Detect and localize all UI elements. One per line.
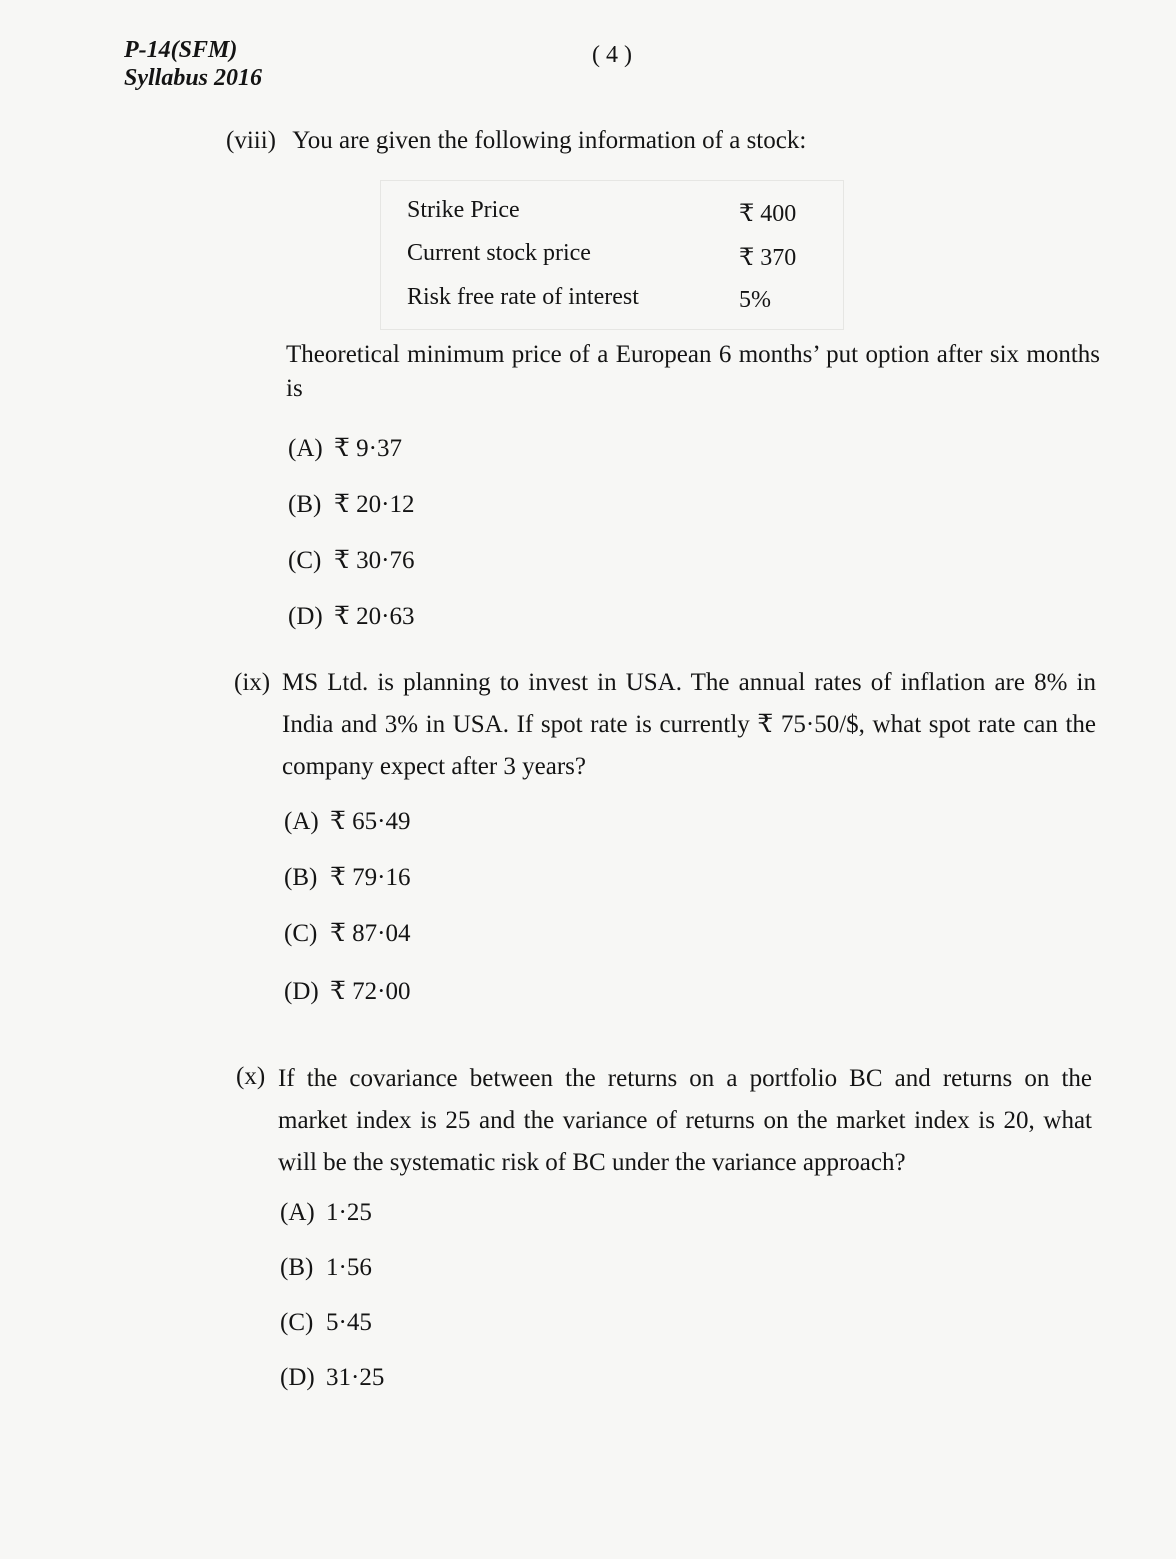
option-label: (C) (288, 547, 322, 574)
option-label: (B) (288, 491, 322, 518)
option-label: (C) (280, 1309, 314, 1336)
question-text: MS Ltd. is planning to invest in USA. The annual rates of inflation are 8% in (282, 669, 1096, 696)
syllabus-label: Syllabus 2016 (124, 65, 263, 91)
option-label: (D) (284, 978, 319, 1005)
option-a (280, 1199, 372, 1227)
option-text: ₹ 30·76 (334, 547, 415, 574)
question-text: is (286, 375, 303, 402)
question-number: (viii) (226, 127, 276, 154)
option-c (280, 1309, 372, 1337)
question-intro: You are given the following information of a stock: (292, 127, 807, 154)
table-row-value: ₹ 400 (739, 201, 797, 227)
option-text: 5·45 (326, 1309, 372, 1336)
option-a (284, 806, 410, 836)
paper-header (124, 36, 262, 92)
option-b (280, 1254, 372, 1282)
table-row-label: Current stock price (407, 240, 591, 266)
option-label: (A) (280, 1199, 315, 1226)
table-row-label: Risk free rate of interest (407, 284, 639, 310)
option-label: (D) (280, 1364, 315, 1391)
option-label: (A) (284, 808, 319, 835)
option-text: ₹ 20·12 (334, 491, 415, 518)
option-label: (D) (288, 603, 323, 630)
option-text: ₹ 87·04 (330, 920, 411, 947)
option-text: ₹ 20·63 (334, 603, 415, 630)
question-text: Theoretical minimum price of a European 6 months’ put option after six months (286, 341, 1100, 368)
option-c (288, 545, 414, 575)
option-c (284, 918, 410, 948)
option-d (288, 601, 414, 631)
option-text: ₹ 79·16 (330, 864, 411, 891)
table-row-label: Strike Price (407, 197, 520, 223)
option-text: ₹ 9·37 (334, 435, 402, 462)
question-text: company expect after 3 years? (282, 753, 587, 780)
page-number: ( 4 ) (592, 42, 632, 68)
question-number: (ix) (234, 669, 271, 696)
table-row-value: ₹ 370 (739, 245, 797, 271)
option-a (288, 433, 402, 463)
option-b (288, 489, 414, 519)
question-text: India and 3% in USA. If spot rate is currently ₹ 75·50/$, what spot rate can the (282, 711, 1096, 738)
question-text: If the covariance between the returns on a portfolio BC and returns on the (278, 1065, 1092, 1092)
option-d (284, 976, 410, 1006)
option-text: 31·25 (326, 1364, 385, 1391)
option-text: 1·25 (326, 1199, 372, 1226)
stock-info-table (380, 180, 844, 330)
option-text: ₹ 72·00 (330, 978, 411, 1005)
question-text: will be the systematic risk of BC under the variance approach? (278, 1149, 906, 1176)
option-text: 1·56 (326, 1254, 372, 1281)
table-row-value: 5% (739, 287, 771, 313)
option-d (280, 1364, 384, 1392)
question-number: (x) (236, 1063, 266, 1090)
option-label: (B) (280, 1254, 314, 1281)
option-label: (B) (284, 864, 318, 891)
option-label: (A) (288, 435, 323, 462)
question-text: market index is 25 and the variance of returns on the market index is 20, what (278, 1107, 1092, 1134)
option-label: (C) (284, 920, 318, 947)
option-text: ₹ 65·49 (330, 808, 411, 835)
paper-code: P-14(SFM) (124, 37, 238, 63)
option-b (284, 862, 410, 892)
